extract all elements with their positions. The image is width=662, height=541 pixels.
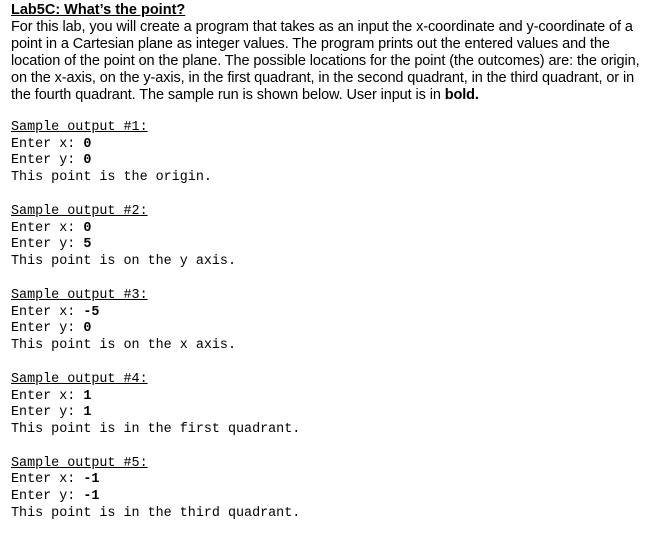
prompt-x: Enter x:: [11, 472, 84, 488]
sample-line-y: [11, 237, 651, 254]
user-input-x: -1: [83, 472, 100, 488]
user-input-x: -5: [83, 304, 100, 320]
lab-document: [11, 2, 651, 540]
lab-description: [11, 19, 651, 104]
description-text: For this lab, you will create a program that takes as an input the x-coordinate and y-coordinate of a point in a Cartesian plane as integer values. The program prints out the entered values and the location of the point on the plane. The possible locations for the point (the outcomes) are: the origin, on the x-axis, on the y-axis, in the first quadrant, in the second quadrant, in the third quadrant, or in the fourth quadrant. The sample run is shown below. User input is in: [11, 19, 640, 103]
sample-result: This point is in the first quadrant.: [11, 421, 301, 437]
prompt-y: Enter y:: [11, 405, 84, 421]
sample-result: This point is the origin.: [11, 169, 212, 185]
sample-outputs: [11, 120, 651, 522]
sample-output-5: [11, 456, 651, 522]
prompt-y: Enter y:: [11, 489, 84, 505]
prompt-x: Enter x:: [11, 220, 84, 236]
prompt-y: Enter y:: [11, 153, 84, 169]
description-bold-text: bold.: [444, 87, 479, 103]
prompt-x: Enter x:: [11, 136, 84, 152]
user-input-y: 1: [83, 405, 92, 421]
sample-line-x: [11, 389, 651, 406]
sample-output-3: [11, 288, 651, 354]
sample-line-y: [11, 321, 651, 338]
user-input-x: 1: [83, 388, 92, 404]
sample-line-x: [11, 472, 651, 489]
sample-output-1: [11, 120, 651, 186]
sample-heading: Sample output #1:: [11, 120, 148, 135]
prompt-y: Enter y:: [11, 237, 84, 253]
user-input-y: 0: [83, 153, 92, 169]
user-input-y: -1: [83, 489, 100, 505]
sample-line-y: [11, 405, 651, 422]
sample-line-x: [11, 221, 651, 238]
prompt-y: Enter y:: [11, 321, 84, 337]
prompt-x: Enter x:: [11, 304, 84, 320]
user-input-y: 0: [83, 321, 92, 337]
sample-line-y: [11, 153, 651, 170]
sample-result: This point is on the y axis.: [11, 253, 236, 269]
sample-result: This point is on the x axis.: [11, 337, 236, 353]
sample-line-x: [11, 305, 651, 322]
sample-result: This point is in the third quadrant.: [11, 505, 301, 521]
sample-line-x: [11, 137, 651, 154]
sample-heading: Sample output #3:: [11, 287, 148, 303]
sample-output-2: [11, 204, 651, 270]
user-input-y: 5: [83, 237, 92, 253]
sample-heading: Sample output #5:: [11, 455, 148, 471]
user-input-x: 0: [83, 220, 92, 236]
sample-line-y: [11, 489, 651, 506]
user-input-x: 0: [83, 136, 92, 152]
prompt-x: Enter x:: [11, 388, 84, 404]
sample-output-4: [11, 372, 651, 438]
sample-heading: Sample output #2:: [11, 203, 148, 219]
sample-heading: Sample output #4:: [11, 371, 148, 387]
lab-title: Lab5C: What’s the point?: [11, 2, 186, 18]
